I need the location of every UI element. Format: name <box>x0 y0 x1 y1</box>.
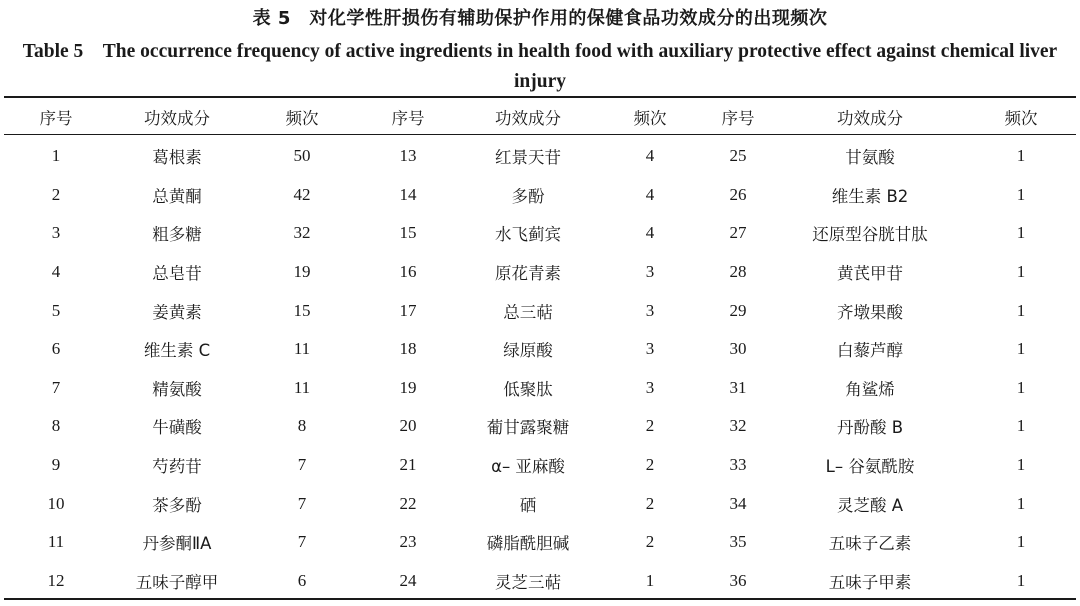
serial-cell: 34 <box>729 493 747 513</box>
frequency-cell: 19 <box>293 262 311 282</box>
frequency-cell: 32 <box>293 223 311 243</box>
ingredient-cell: 总三萜 <box>503 302 553 322</box>
column-header-serial: 序号 <box>391 109 425 128</box>
ingredient-cell: 灵芝酸 A <box>836 495 904 515</box>
frequency-cell: 42 <box>293 184 311 204</box>
frequency-cell: 1 <box>1016 416 1026 436</box>
serial-cell: 11 <box>47 532 65 552</box>
frequency-cell: 1 <box>1016 493 1026 513</box>
frequency-cell: 8 <box>297 416 307 436</box>
column-header-serial: 序号 <box>721 109 755 128</box>
ingredient-cell: 五味子醇甲 <box>135 572 219 592</box>
ingredient-cell: 姜黄素 <box>152 302 202 322</box>
serial-cell: 5 <box>51 300 61 320</box>
frequency-cell: 2 <box>645 455 655 475</box>
serial-cell: 1 <box>51 146 61 166</box>
frequency-cell: 1 <box>1016 339 1026 359</box>
serial-cell: 28 <box>729 262 747 282</box>
ingredient-cell: 黄芪甲苷 <box>837 264 903 284</box>
ingredient-cell: 白藜芦醇 <box>837 341 903 361</box>
frequency-cell: 2 <box>645 416 655 436</box>
frequency-cell: 2 <box>645 532 655 552</box>
ingredient-cell: 丹参酮ⅡA <box>142 534 212 554</box>
ingredient-cell: 总黄酮 <box>152 186 202 206</box>
ingredient-cell: 精氨酸 <box>152 379 202 399</box>
serial-cell: 22 <box>399 493 417 513</box>
serial-cell: 20 <box>399 416 417 436</box>
serial-cell: 36 <box>729 570 747 590</box>
ingredient-cell: 甘氨酸 <box>845 148 895 168</box>
frequency-cell: 3 <box>645 300 655 320</box>
ingredient-cell: 角鲨烯 <box>845 379 895 399</box>
column-header-ingredient: 功效成分 <box>144 109 210 128</box>
table-row <box>4 291 1076 330</box>
serial-cell: 14 <box>399 184 417 204</box>
serial-cell: 33 <box>729 455 747 475</box>
ingredient-cell: 磷脂酰胆碱 <box>486 534 570 554</box>
table-row <box>4 135 1076 176</box>
serial-cell: 18 <box>399 339 417 359</box>
serial-cell: 25 <box>729 146 747 166</box>
serial-cell: 6 <box>51 339 61 359</box>
column-header-ingredient: 功效成分 <box>837 109 903 128</box>
table-row <box>4 330 1076 369</box>
frequency-cell: 7 <box>297 455 307 475</box>
frequency-cell: 1 <box>1016 455 1026 475</box>
ingredient-cell: 茶多酚 <box>152 495 202 515</box>
frequency-cell: 1 <box>1016 146 1026 166</box>
frequency-cell: 1 <box>1016 262 1026 282</box>
frequency-cell: 1 <box>1016 184 1026 204</box>
serial-cell: 12 <box>47 570 65 590</box>
frequency-cell: 7 <box>297 532 307 552</box>
frequency-cell: 2 <box>645 493 655 513</box>
ingredient-cell: 五味子甲素 <box>828 572 912 592</box>
table-title-chinese: 表 5 对化学性肝损伤有辅助保护作用的保健食品功效成分的出现频次 <box>252 8 828 29</box>
table-row <box>4 446 1076 485</box>
serial-cell: 21 <box>399 455 417 475</box>
ingredient-cell: 丹酚酸 B <box>836 418 904 438</box>
frequency-cell: 3 <box>645 262 655 282</box>
frequency-cell: 1 <box>1016 377 1026 397</box>
frequency-cell: 1 <box>1016 300 1026 320</box>
serial-cell: 31 <box>729 377 747 397</box>
table-row <box>4 407 1076 446</box>
serial-cell: 27 <box>729 223 747 243</box>
ingredient-cell: 多酚 <box>511 186 545 206</box>
serial-cell: 4 <box>51 262 61 282</box>
ingredient-cell: 齐墩果酸 <box>837 302 903 322</box>
column-header-serial: 序号 <box>39 109 73 128</box>
serial-cell: 10 <box>47 493 65 513</box>
serial-cell: 13 <box>399 146 417 166</box>
ingredient-cell: 牛磺酸 <box>152 418 202 438</box>
serial-cell: 32 <box>729 416 747 436</box>
serial-cell: 9 <box>51 455 61 475</box>
ingredient-cell: 灵芝三萜 <box>495 572 561 592</box>
table-row <box>4 214 1076 253</box>
frequency-cell: 1 <box>1016 223 1026 243</box>
frequency-cell: 3 <box>645 339 655 359</box>
serial-cell: 16 <box>399 262 417 282</box>
ingredient-cell: 葡甘露聚糖 <box>486 418 570 438</box>
serial-cell: 8 <box>51 416 61 436</box>
column-header-frequency: 频次 <box>1004 109 1038 128</box>
frequency-cell: 4 <box>645 223 655 243</box>
serial-cell: 19 <box>399 377 417 397</box>
ingredient-cell: 红景天苷 <box>495 148 561 168</box>
ingredient-cell: 还原型谷胱甘肽 <box>812 225 928 245</box>
ingredient-cell: 粗多糖 <box>152 225 202 245</box>
serial-cell: 30 <box>729 339 747 359</box>
frequency-cell: 7 <box>297 493 307 513</box>
frequency-cell: 11 <box>293 339 311 359</box>
frequency-cell: 11 <box>293 377 311 397</box>
table-body <box>4 135 1076 600</box>
ingredient-cell: 五味子乙素 <box>828 534 912 554</box>
frequency-cell: 3 <box>645 377 655 397</box>
serial-cell: 17 <box>399 300 417 320</box>
ingredient-cell: L– 谷氨酰胺 <box>825 457 915 477</box>
ingredient-cell: 水飞蓟宾 <box>495 225 561 245</box>
serial-cell: 3 <box>51 223 61 243</box>
ingredient-cell: 原花青素 <box>495 264 561 284</box>
frequency-cell: 1 <box>645 570 655 590</box>
table-title-english: Table 5 The occurrence frequency of active ingredients in health food with auxiliary protective effect against chemical liver injury <box>22 41 1058 92</box>
ingredient-cell: α– 亚麻酸 <box>491 457 565 477</box>
frequency-cell: 1 <box>1016 532 1026 552</box>
table-row <box>4 253 1076 292</box>
table-header-row <box>4 98 1076 135</box>
ingredient-cell: 绿原酸 <box>503 341 553 361</box>
frequency-cell: 1 <box>1016 570 1026 590</box>
serial-cell: 2 <box>51 184 61 204</box>
frequency-cell: 4 <box>645 146 655 166</box>
table-row <box>4 523 1076 562</box>
ingredient-cell: 低聚肽 <box>503 379 553 399</box>
table-row <box>4 369 1076 408</box>
ingredient-cell: 葛根素 <box>152 148 202 168</box>
ingredient-cell: 硒 <box>519 495 537 515</box>
ingredient-cell: 芍药苷 <box>152 457 202 477</box>
table-row <box>4 176 1076 215</box>
serial-cell: 15 <box>399 223 417 243</box>
ingredient-frequency-table <box>4 98 1076 600</box>
serial-cell: 7 <box>51 377 61 397</box>
frequency-cell: 50 <box>293 146 311 166</box>
column-header-ingredient: 功效成分 <box>495 109 561 128</box>
frequency-cell: 6 <box>297 570 307 590</box>
serial-cell: 23 <box>399 532 417 552</box>
ingredient-cell: 总皂苷 <box>152 264 202 284</box>
serial-cell: 24 <box>399 570 417 590</box>
frequency-cell: 15 <box>293 300 311 320</box>
ingredient-cell: 维生素 B2 <box>831 186 909 206</box>
frequency-cell: 4 <box>645 184 655 204</box>
table-row <box>4 562 1076 601</box>
column-header-frequency: 频次 <box>633 109 667 128</box>
serial-cell: 29 <box>729 300 747 320</box>
table-row <box>4 484 1076 523</box>
column-header-frequency: 频次 <box>285 109 319 128</box>
ingredient-cell: 维生素 C <box>143 341 211 361</box>
serial-cell: 35 <box>729 532 747 552</box>
serial-cell: 26 <box>729 184 747 204</box>
